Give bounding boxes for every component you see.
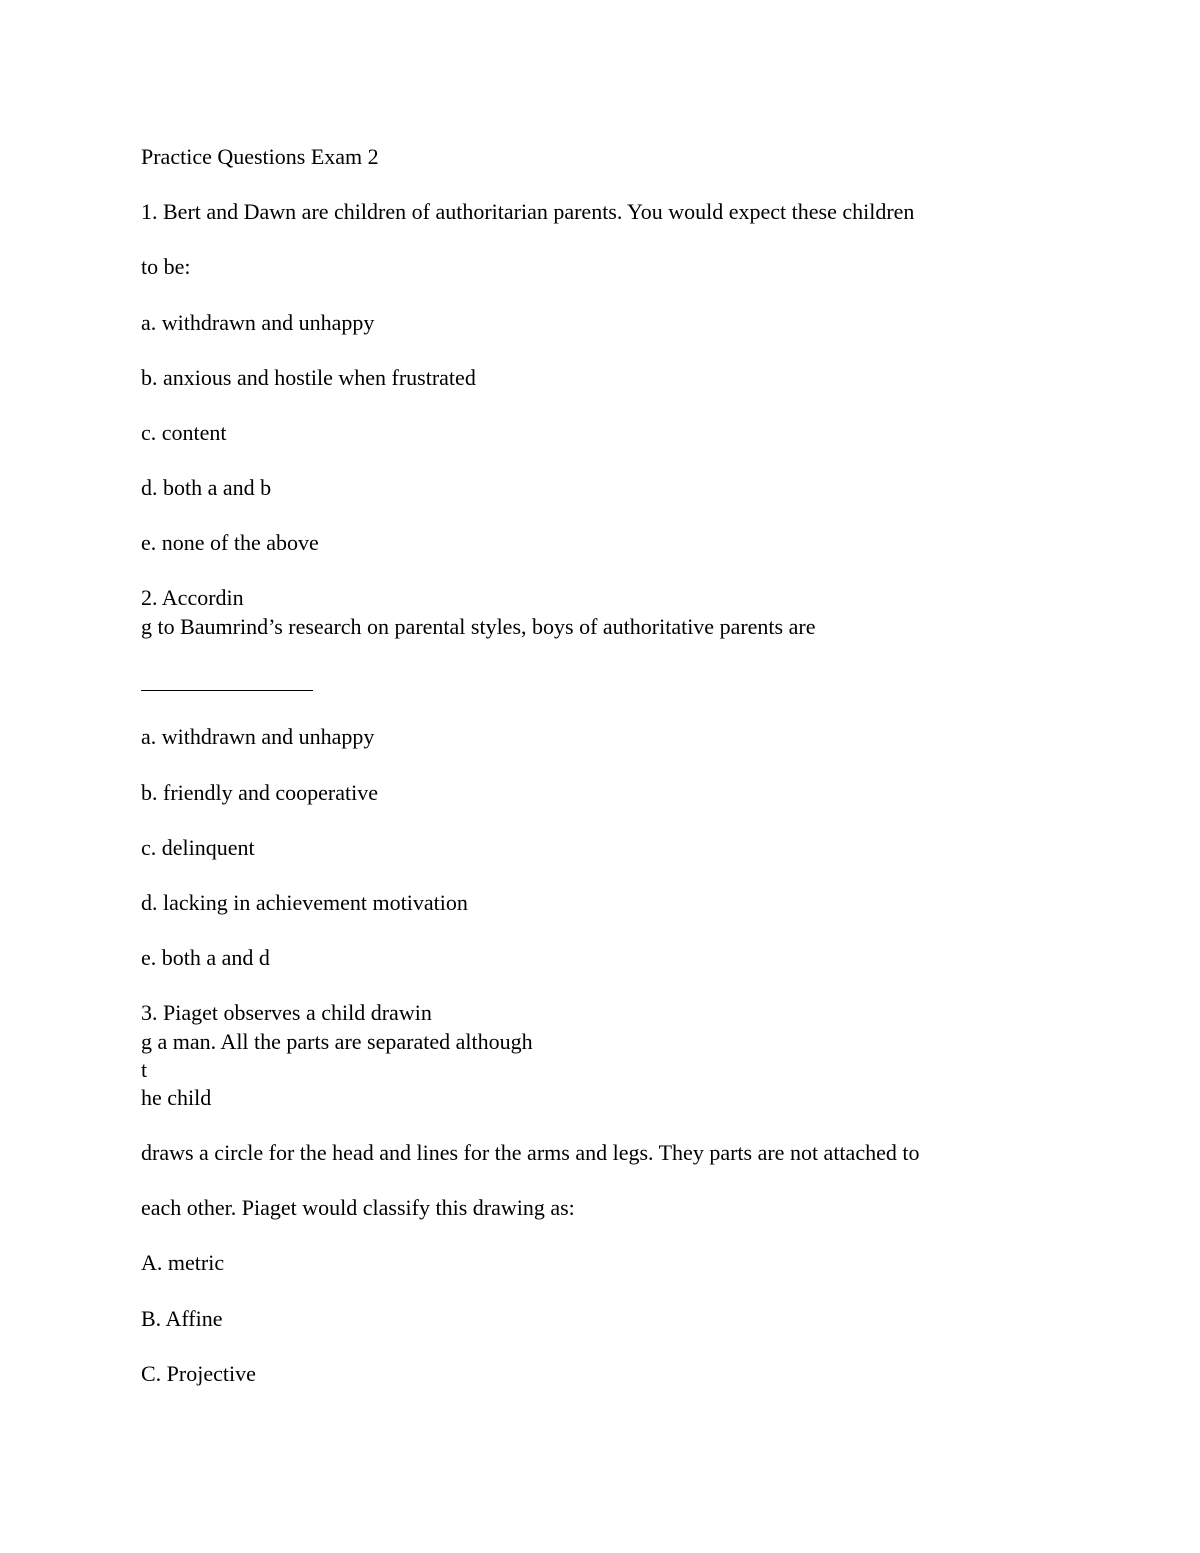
question-text-line: 2. Accordin [141, 585, 244, 610]
answer-option: c. delinquent [141, 835, 255, 860]
answer-option: d. both a and b [141, 475, 272, 500]
answer-option: c. content [141, 420, 227, 445]
question-text-line: g to Baumrind’s research on parental styles, boys of authoritative parents are [141, 614, 816, 639]
question-text-line: he child [141, 1085, 212, 1110]
question-text-line: 1. Bert and Dawn are children of authoritarian parents. You would expect these children [141, 199, 915, 224]
answer-option: e. both a and d [141, 945, 270, 970]
question-text-line: to be: [141, 254, 191, 279]
answer-blank-line [141, 690, 313, 691]
question-text-line: each other. Piaget would classify this drawing as: [141, 1195, 575, 1220]
answer-option: a. withdrawn and unhappy [141, 310, 375, 335]
question-text-line: g a man. All the parts are separated although [141, 1029, 533, 1054]
answer-option: A. metric [141, 1250, 225, 1275]
answer-option: d. lacking in achievement motivation [141, 890, 468, 915]
answer-option: B. Affine [141, 1306, 223, 1331]
answer-option: a. withdrawn and unhappy [141, 724, 375, 749]
answer-option: b. anxious and hostile when frustrated [141, 365, 476, 390]
answer-option: C. Projective [141, 1361, 256, 1386]
question-text-line: t [141, 1057, 148, 1082]
question-text-line: draws a circle for the head and lines for the arms and legs. They parts are not attached to [141, 1140, 920, 1165]
question-text-line: 3. Piaget observes a child drawin [141, 1000, 432, 1025]
answer-option: e. none of the above [141, 530, 319, 555]
page-title: Practice Questions Exam 2 [141, 144, 379, 169]
answer-option: b. friendly and cooperative [141, 780, 379, 805]
